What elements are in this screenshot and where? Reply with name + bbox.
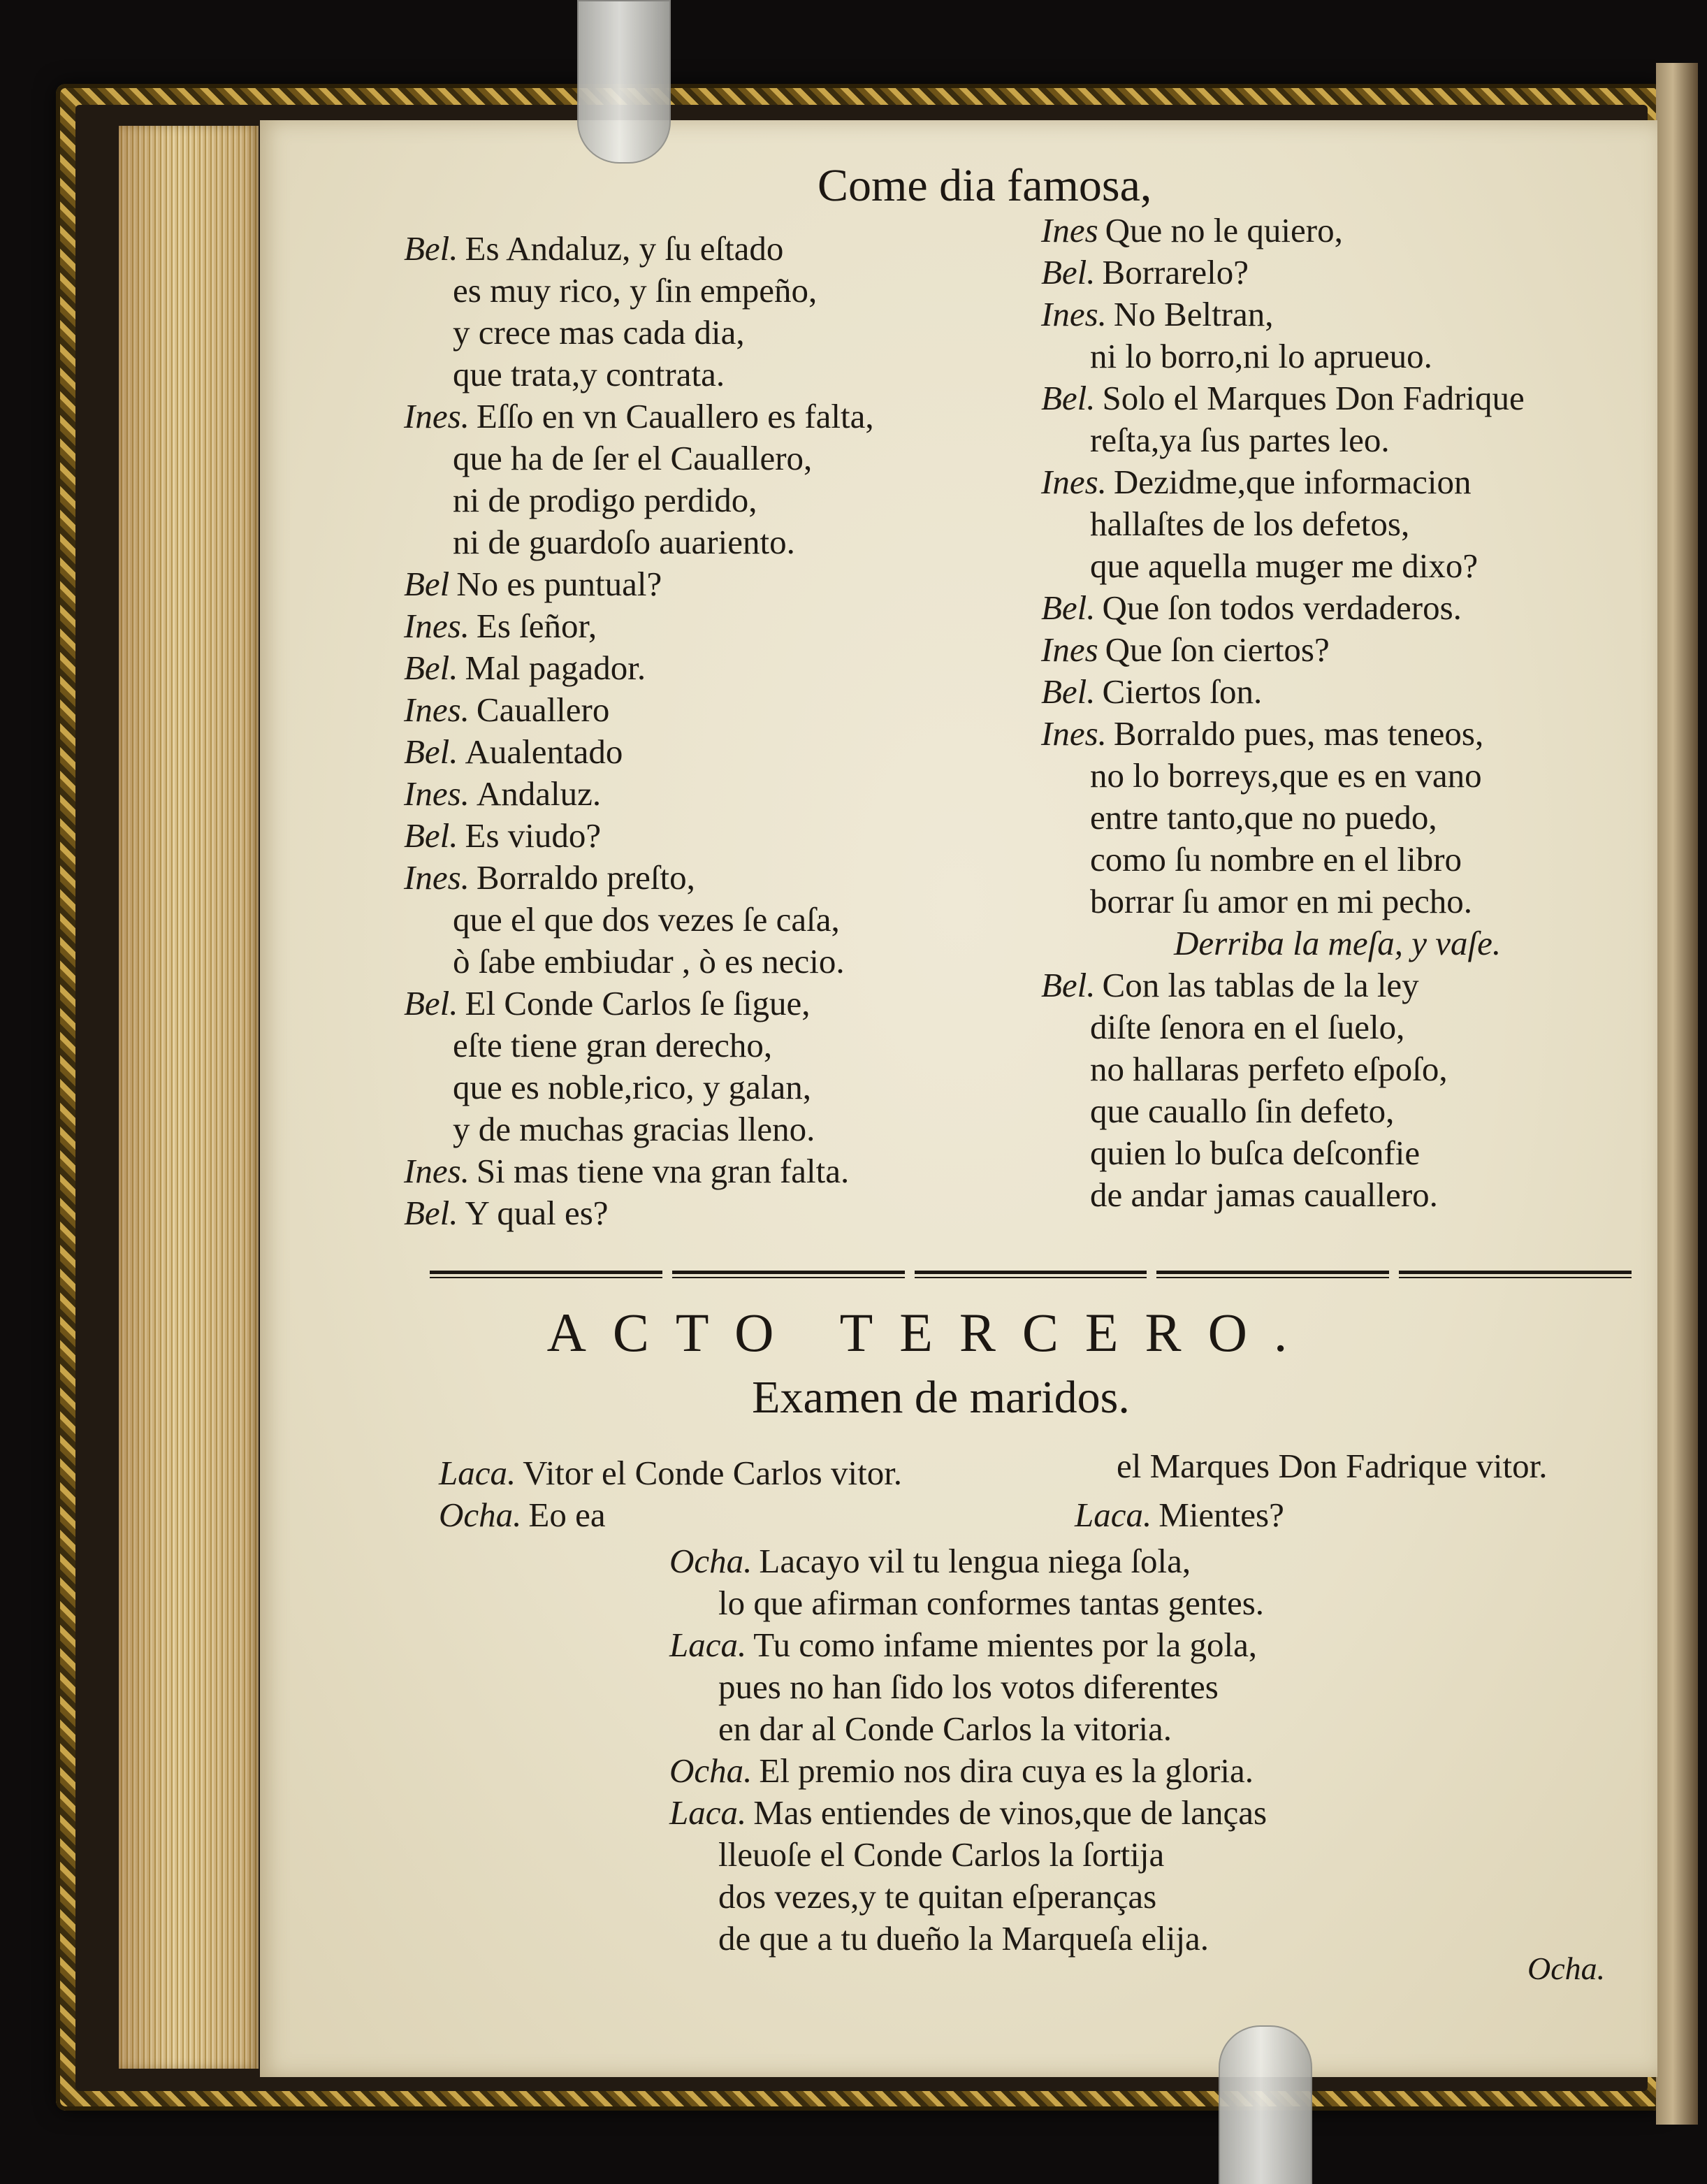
verse-line xyxy=(1041,755,1525,797)
verse-line xyxy=(404,312,874,354)
verse-text: El premio nos dira cuya es la gloria. xyxy=(759,1751,1254,1790)
act-subtitle: Examen de maridos. xyxy=(752,1372,1130,1423)
verse-text: Mal pagador. xyxy=(465,649,646,687)
verse-line xyxy=(1041,587,1525,629)
act-right-lines xyxy=(1117,1445,1547,1487)
speaker-label: Ines. xyxy=(404,774,470,813)
verse-text: Dezidme,que informacion xyxy=(1113,463,1472,501)
verse-line xyxy=(1041,1174,1525,1216)
verse-line xyxy=(404,563,874,605)
left-column xyxy=(404,228,874,1234)
verse-line xyxy=(1041,294,1525,335)
verse-text: Que ſon ciertos? xyxy=(1105,630,1330,669)
speaker-label: Bel. xyxy=(1041,588,1096,627)
speaker-label: Bel. xyxy=(1041,253,1096,291)
verse-line xyxy=(404,1025,874,1066)
verse-line xyxy=(404,899,874,941)
verse-text: que aquella muger me dixo? xyxy=(1090,547,1479,585)
running-head: Come dia famosa, xyxy=(818,160,1152,211)
verse-line xyxy=(404,1150,874,1192)
verse-line xyxy=(1041,503,1525,545)
verse-text: Cauallero xyxy=(476,690,610,729)
verse-line xyxy=(1041,881,1525,923)
verse-line xyxy=(669,1540,1267,1582)
verse-text: ni lo borro,ni lo aprueuo. xyxy=(1090,337,1432,375)
verse-line xyxy=(1041,210,1525,252)
verse-line xyxy=(1041,252,1525,294)
catchword: Ocha. xyxy=(1527,1951,1606,1986)
verse-line xyxy=(404,1066,874,1108)
verse-text: dos vezes,y te quitan eſperanças xyxy=(718,1877,1157,1916)
verse-line xyxy=(669,1792,1267,1834)
verse-text: quien lo buſca deſconfie xyxy=(1090,1134,1421,1172)
verse-text: Borraldo preſto, xyxy=(476,858,695,897)
verse-line xyxy=(404,941,874,983)
verse-text: Borraldo pues, mas teneos, xyxy=(1113,714,1484,753)
verse-text: Si mas tiene vna gran falta. xyxy=(476,1152,850,1190)
verse-text: Es viudo? xyxy=(465,816,602,855)
verse-line xyxy=(404,731,874,773)
page-clip-bottom xyxy=(1219,2025,1312,2184)
verse-line xyxy=(404,437,874,479)
verse-text: Tu como infame mientes por la gola, xyxy=(753,1626,1258,1664)
speaker-label: Ines. xyxy=(1041,714,1107,753)
verse-line xyxy=(669,1750,1267,1792)
speaker-label: Laca. xyxy=(1075,1496,1152,1534)
speaker-label: Laca. xyxy=(669,1793,747,1832)
verse-line xyxy=(1041,335,1525,377)
verse-line xyxy=(669,1918,1267,1960)
verse-text: lo que afirman conformes tantas gentes. xyxy=(718,1584,1265,1622)
verse-text: Lacayo vil tu lengua niega ſola, xyxy=(759,1542,1191,1580)
verse-text: Eſſo en vn Cauallero es falta, xyxy=(476,397,874,435)
verse-text: Ciertos ſon. xyxy=(1102,672,1263,711)
verse-line xyxy=(404,773,874,815)
verse-text: es muy rico, y ſin empeño, xyxy=(453,271,818,310)
verse-line xyxy=(404,983,874,1025)
speaker-label: Ines. xyxy=(404,397,470,435)
verse-line xyxy=(404,521,874,563)
speaker-label: Bel. xyxy=(1041,672,1096,711)
speaker-label: Laca. xyxy=(439,1454,516,1492)
speaker-label: Ines. xyxy=(404,607,470,645)
verse-text: reſta,ya ſus partes leo. xyxy=(1090,421,1390,459)
verse-text: borrar ſu amor en mi pecho. xyxy=(1090,882,1472,920)
verse-text: eſte tiene gran derecho, xyxy=(453,1026,773,1064)
verse-text: que trata,y contrata. xyxy=(453,355,725,393)
verse-text: El Conde Carlos ſe ſigue, xyxy=(465,984,811,1022)
verse-text: Es ſeñor, xyxy=(476,607,597,645)
section-rule xyxy=(430,1271,1632,1280)
act-left-lines xyxy=(439,1452,902,1536)
verse-line xyxy=(404,1192,874,1234)
verse-line xyxy=(1041,964,1525,1006)
verse-text: Y qual es? xyxy=(465,1194,609,1232)
speaker-label: Ines. xyxy=(1041,463,1107,501)
verse-line xyxy=(1041,797,1525,839)
verse-text: diſte ſenora en el ſuelo, xyxy=(1090,1008,1405,1046)
verse-text: no hallaras perfeto eſpoſo, xyxy=(1090,1050,1448,1088)
verse-text: No Beltran, xyxy=(1113,295,1274,333)
verse-text: Borrarelo? xyxy=(1102,253,1249,291)
verse-text: Que ſon todos verdaderos. xyxy=(1102,588,1462,627)
speaker-label: Bel. xyxy=(404,732,458,771)
verse-text: entre tanto,que no puedo, xyxy=(1090,798,1437,837)
verse-text: Es Andaluz, y ſu eſtado xyxy=(465,229,784,268)
verse-line xyxy=(404,354,874,396)
speaker-label: Bel. xyxy=(1041,966,1096,1004)
page-edges xyxy=(119,126,259,2069)
speaker-label: Ines. xyxy=(1041,295,1107,333)
verse-line xyxy=(439,1452,902,1494)
verse-text: Mientes? xyxy=(1158,1496,1284,1534)
verse-line xyxy=(669,1834,1267,1876)
verse-line xyxy=(404,857,874,899)
speaker-label: Ocha. xyxy=(669,1542,753,1580)
verse-text: No es puntual? xyxy=(456,565,662,603)
speaker-label: Ines xyxy=(1041,630,1098,669)
verse-text: de andar jamas cauallero. xyxy=(1090,1176,1438,1214)
verse-line xyxy=(669,1666,1267,1708)
verse-line xyxy=(1041,1006,1525,1048)
speaker-label: Laca. xyxy=(669,1626,747,1664)
speaker-label: Ines. xyxy=(404,858,470,897)
verse-text: ni de prodigo perdido, xyxy=(453,481,757,519)
verse-line xyxy=(1041,1132,1525,1174)
verse-line xyxy=(1041,713,1525,755)
verse-text: ò ſabe embiudar , ò es necio. xyxy=(453,942,845,981)
verse-line xyxy=(1075,1494,1284,1536)
verse-line xyxy=(1041,419,1525,461)
verse-line xyxy=(669,1624,1267,1666)
verse-line xyxy=(404,689,874,731)
verse-line xyxy=(404,396,874,437)
verse-text: y de muchas gracias lleno. xyxy=(453,1110,815,1148)
verse-text: hallaſtes de los defetos, xyxy=(1090,505,1410,543)
verse-text: no lo borreys,que es en vano xyxy=(1090,756,1482,795)
speaker-label: Bel. xyxy=(404,229,458,268)
verse-text: Que no le quiero, xyxy=(1105,211,1343,250)
speaker-label: Bel. xyxy=(1041,379,1096,417)
speaker-label: Ocha. xyxy=(439,1496,522,1534)
verse-text: en dar al Conde Carlos la vitoria. xyxy=(718,1709,1172,1748)
verse-line xyxy=(669,1876,1267,1918)
verse-text: Solo el Marques Don Fadrique xyxy=(1102,379,1525,417)
verse-line xyxy=(404,228,874,270)
verse-text: Vitor el Conde Carlos vitor. xyxy=(523,1454,903,1492)
verse-line xyxy=(1041,629,1525,671)
stage-direction: Derriba la meſa, y vaſe. xyxy=(1174,924,1502,962)
verse-text: Eo ea xyxy=(528,1496,606,1534)
speaker-label: Bel xyxy=(404,565,450,603)
verse-text: que cauallo ſin defeto, xyxy=(1090,1092,1395,1130)
verse-line xyxy=(404,1108,874,1150)
verse-text: lleuoſe el Conde Carlos la ſortija xyxy=(718,1835,1165,1874)
act-title: ACTO TERCERO. xyxy=(546,1302,1314,1363)
act-right-lines-2 xyxy=(1075,1494,1284,1536)
verse-line xyxy=(1041,1048,1525,1090)
verse-text: pues no han ſido los votos diferentes xyxy=(718,1668,1219,1706)
speaker-label: Ocha. xyxy=(669,1751,753,1790)
verse-line xyxy=(1041,545,1525,587)
verse-line xyxy=(1041,1090,1525,1132)
verse-text: que el que dos vezes ſe caſa, xyxy=(453,900,840,939)
verse-line xyxy=(669,1582,1267,1624)
verse-text: como ſu nombre en el libro xyxy=(1090,840,1462,878)
verse-text: que ha de ſer el Cauallero, xyxy=(453,439,813,477)
verse-line xyxy=(404,647,874,689)
verse-line xyxy=(1117,1445,1547,1487)
speaker-label: Ines xyxy=(1041,211,1098,250)
speaker-label: Ines. xyxy=(404,690,470,729)
verse-text: Aualentado xyxy=(465,732,623,771)
verse-text: y crece mas cada dia, xyxy=(453,313,745,352)
verse-line xyxy=(1041,839,1525,881)
speaker-label: Bel. xyxy=(404,1194,458,1232)
verse-text: Con las tablas de la ley xyxy=(1102,966,1419,1004)
verse-line xyxy=(1041,461,1525,503)
verse-text: que es noble,rico, y galan, xyxy=(453,1068,811,1106)
verse-line xyxy=(404,479,874,521)
verse-line xyxy=(439,1494,902,1536)
speaker-label: Bel. xyxy=(404,816,458,855)
verse-line xyxy=(1041,377,1525,419)
page-clip-top xyxy=(577,0,671,164)
verse-text: ni de guardoſo auariento. xyxy=(453,523,795,561)
speaker-label: Bel. xyxy=(404,984,458,1022)
act-main-lines xyxy=(669,1540,1267,1960)
verse-line xyxy=(1041,923,1525,964)
verse-text: de que a tu dueño la Marqueſa elija. xyxy=(718,1919,1210,1958)
verse-line xyxy=(404,270,874,312)
right-page-edge xyxy=(1656,63,1698,2125)
verse-text: Mas entiendes de vinos,que de lanças xyxy=(753,1793,1267,1832)
verse-line xyxy=(1041,671,1525,713)
verse-text: Andaluz. xyxy=(476,774,602,813)
verse-line xyxy=(404,605,874,647)
verse-line xyxy=(404,815,874,857)
speaker-label: Ines. xyxy=(404,1152,470,1190)
right-column xyxy=(1041,210,1525,1216)
speaker-label: Bel. xyxy=(404,649,458,687)
verse-line xyxy=(669,1708,1267,1750)
verse-text: el Marques Don Fadrique vitor. xyxy=(1117,1447,1548,1485)
